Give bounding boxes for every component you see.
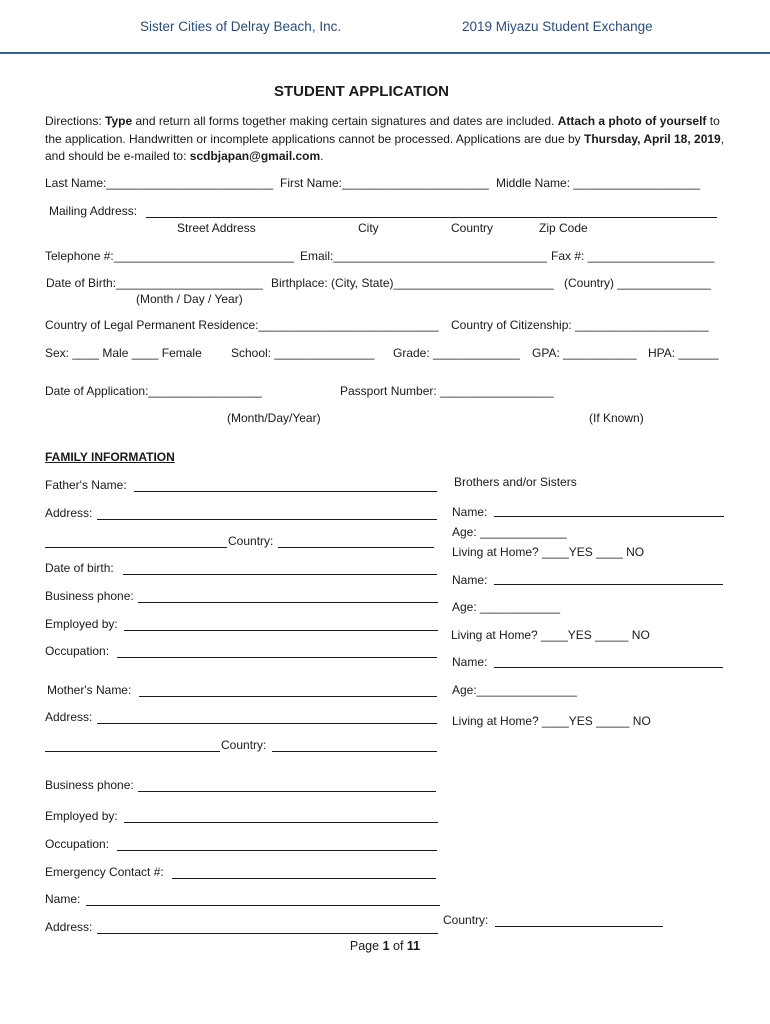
sibling1-living-at-home-field[interactable]: Living at Home? ____YES ____ NO (452, 545, 645, 559)
city-hint: City (358, 221, 379, 235)
directions-paragraph (45, 113, 725, 166)
father-address-field[interactable] (97, 519, 437, 520)
father-address-line2-field[interactable] (45, 547, 227, 548)
fathers-name-label: Father's Name: (45, 478, 127, 492)
header-divider (0, 52, 770, 54)
birthplace-field[interactable]: Birthplace: (City, State)________________________ (271, 276, 554, 290)
mother-address-field[interactable] (97, 723, 437, 724)
mother-address-label: Address: (45, 710, 93, 724)
document-title: STUDENT APPLICATION (274, 83, 449, 100)
street-address-hint: Street Address (177, 221, 256, 235)
first-name-field[interactable]: First Name:______________________ (280, 176, 489, 190)
father-country-field[interactable] (278, 547, 434, 548)
directions-text: . (320, 149, 324, 163)
page-label: Page (349, 939, 383, 953)
sibling2-name-label: Name: (452, 573, 488, 587)
father-country-label: Country: (228, 534, 274, 548)
page-header (0, 0, 770, 56)
directions-text: to the application. Handwritten or incomplete applications cannot be processed. Applications are due by (45, 114, 720, 146)
page-number (0, 939, 770, 953)
mother-country-field[interactable] (272, 751, 437, 752)
father-business-phone-field[interactable] (138, 602, 438, 603)
mother-country-label: Country: (221, 738, 267, 752)
email-field[interactable]: Email:________________________________ (300, 249, 547, 263)
emergency-name-field[interactable] (86, 905, 440, 906)
mother-business-phone-label: Business phone: (45, 778, 134, 792)
father-address-label: Address: (45, 506, 93, 520)
mothers-name-label: Mother's Name: (47, 683, 132, 697)
directions-emphasis-photo: Attach a photo of yourself (557, 114, 707, 128)
grade-field[interactable]: Grade: _____________ (393, 346, 520, 360)
total-pages: 11 (406, 939, 421, 953)
emergency-contact-label: Emergency Contact #: (45, 865, 164, 879)
emergency-address-field[interactable] (97, 933, 438, 934)
sibling1-age-field[interactable]: Age: _____________ (452, 525, 567, 539)
date-of-birth-field[interactable]: Date of Birth:______________________ (46, 276, 263, 290)
directions-emphasis-type: Type (105, 114, 133, 128)
mother-address-line2-field[interactable] (45, 751, 220, 752)
sibling2-name-field[interactable] (494, 584, 723, 585)
mother-occupation-field[interactable] (117, 850, 437, 851)
school-field[interactable]: School: _______________ (231, 346, 375, 360)
siblings-heading: Brothers and/or Sisters (454, 475, 577, 489)
father-employed-by-label: Employed by: (45, 617, 118, 631)
passport-hint: (If Known) (589, 411, 644, 425)
passport-number-field[interactable]: Passport Number: _________________ (340, 384, 554, 398)
citizenship-field[interactable]: Country of Citizenship: ____________________ (451, 318, 709, 332)
emergency-contact-field[interactable] (172, 878, 436, 879)
father-date-of-birth-field[interactable] (123, 574, 437, 575)
due-date: Thursday, April 18, 2019 (584, 131, 721, 146)
directions-text: , and should be e-mailed to: (45, 131, 725, 163)
sibling3-name-field[interactable] (494, 667, 723, 668)
mother-employed-by-label: Employed by: (45, 809, 118, 823)
application-date-hint: (Month/Day/Year) (227, 411, 321, 425)
sex-field[interactable]: Sex: ____ Male ____ Female (45, 346, 202, 360)
fax-field[interactable]: Fax #: ___________________ (551, 249, 715, 263)
page-of-label: of (389, 939, 407, 953)
date-of-birth-hint: (Month / Day / Year) (136, 292, 243, 306)
gpa-field[interactable]: GPA: ___________ (532, 346, 637, 360)
telephone-field[interactable]: Telephone #:___________________________ (45, 249, 294, 263)
submission-email[interactable]: scdbjapan@gmail.com (189, 149, 321, 163)
legal-residence-field[interactable]: Country of Legal Permanent Residence:___________________________ (45, 318, 439, 332)
directions-text: Directions: (45, 114, 106, 128)
father-employed-by-field[interactable] (124, 630, 438, 631)
sibling2-age-field[interactable]: Age: ____________ (452, 600, 561, 614)
country-hint: Country (451, 221, 494, 235)
sibling1-name-label: Name: (452, 505, 488, 519)
directions-text: and return all forms together making certain signatures and dates are included. (132, 114, 558, 128)
mother-employed-by-field[interactable] (124, 822, 438, 823)
fathers-name-field[interactable] (134, 491, 437, 492)
emergency-name-label: Name: (45, 892, 81, 906)
sibling3-living-at-home-field[interactable]: Living at Home? ____YES _____ NO (452, 714, 651, 728)
application-date-field[interactable]: Date of Application:_________________ (45, 384, 262, 398)
last-name-field[interactable]: Last Name:_________________________ (45, 176, 274, 190)
sibling2-living-at-home-field[interactable]: Living at Home? ____YES _____ NO (451, 628, 650, 642)
mother-occupation-label: Occupation: (45, 837, 110, 851)
family-information-heading: FAMILY INFORMATION (45, 450, 175, 464)
emergency-country-label: Country: (443, 913, 489, 927)
father-occupation-label: Occupation: (45, 644, 110, 658)
emergency-country-field[interactable] (495, 926, 663, 927)
zip-code-hint: Zip Code (539, 221, 588, 235)
hpa-field[interactable]: HPA: ______ (648, 346, 719, 360)
emergency-address-label: Address: (45, 920, 93, 934)
mothers-name-field[interactable] (139, 696, 437, 697)
mother-business-phone-field[interactable] (138, 791, 436, 792)
organization-name: Sister Cities of Delray Beach, Inc. (140, 19, 342, 34)
father-business-phone-label: Business phone: (45, 589, 134, 603)
middle-name-field[interactable]: Middle Name: ___________________ (496, 176, 701, 190)
current-page: 1 (382, 939, 390, 953)
mailing-address-field[interactable] (146, 217, 717, 218)
mailing-address-label: Mailing Address: (49, 204, 138, 218)
sibling3-name-label: Name: (452, 655, 488, 669)
father-date-of-birth-label: Date of birth: (45, 561, 114, 575)
sibling3-age-field[interactable]: Age:_______________ (452, 683, 577, 697)
program-name: 2019 Miyazu Student Exchange (462, 19, 653, 34)
sibling1-name-field[interactable] (494, 516, 724, 517)
father-occupation-field[interactable] (117, 657, 437, 658)
birth-country-field[interactable]: (Country) ______________ (564, 276, 711, 290)
